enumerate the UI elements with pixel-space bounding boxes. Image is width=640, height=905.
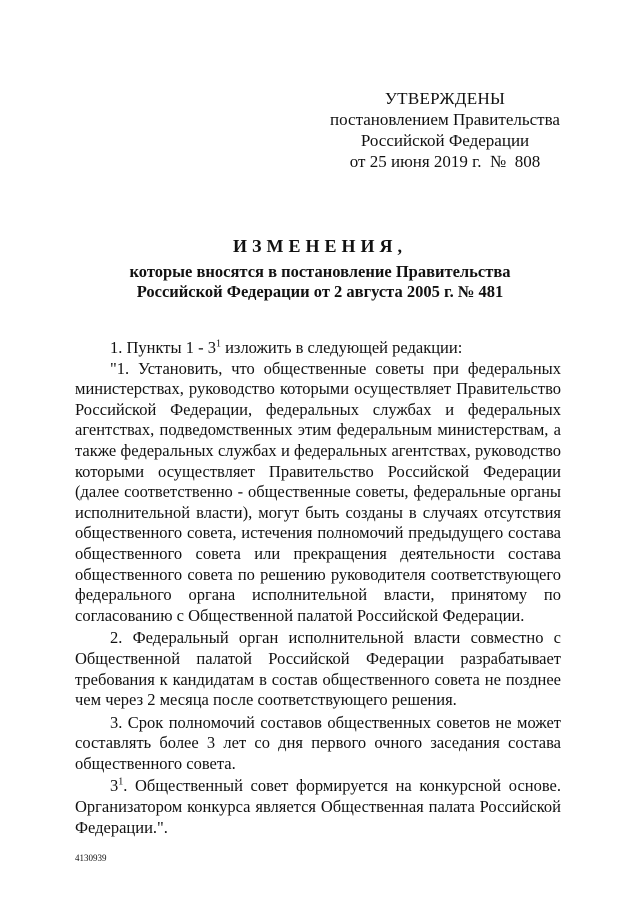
document-title: ИЗМЕНЕНИЯ, [232, 236, 407, 256]
approval-stamp [330, 88, 560, 172]
document-body [75, 338, 561, 838]
document-number: 4130939 [75, 853, 107, 863]
paragraph-point-3-1-start: 3 [110, 776, 119, 796]
subtitle-line-1: которые вносятся в постановление Правительства [129, 262, 511, 281]
paragraph-point-3-1 [75, 776, 561, 838]
paragraph-point-3-1-superscript: 1 [118, 776, 124, 788]
paragraph-1 [75, 338, 561, 359]
paragraph-point-3: 3. Срок полномочий составов общественных советов не может составлять более 3 лет со дня первого очного заседания состава общественного совета. [75, 712, 561, 773]
approval-line-government: Российской Федерации [360, 131, 530, 150]
approval-line-date: от 25 июня 2019 г. № 808 [349, 152, 541, 171]
document-subtitle [0, 262, 640, 302]
paragraph-point-2: 2. Федеральный орган исполнительной власти совместно с Общественной палатой Российской Федерации разрабатывает требования к кандидатам в состав общественного совета не позднее чем через 2 месяца после соответствующего решения. [75, 628, 561, 710]
subtitle-line-2: Российской Федерации от 2 августа 2005 г. № 481 [136, 282, 504, 301]
paragraph-point-3-1-end: . Общественный совет формируется на конкурсной основе. Организатором конкурса является Общественная палата Российской Федерации.". [75, 776, 561, 837]
paragraph-1-end: изложить в следующей редакции: [220, 338, 463, 357]
paragraph-point-1: "1. Установить, что общественные советы при федеральных министерствах, руководство которыми осуществляет Правительство Российской Федерации, федеральных службах и федеральных агентствах, подведомственных этим федеральным министерствам, а также федеральных службах и федеральных агентствах, руководство которыми осуществляет Правительство Российской Федерации (далее соответственно - общественные советы, федеральные органы исполнительной власти), могут быть созданы в случаях отсутствия общественного совета, истечения полномочий предыдущего состава общественного совета или прекращения деятельности состава общественного совета по решению руководителя соответствующего федерального органа исполнительной власти, принятому по согласованию с Общественной палатой Российской Федерации. [75, 358, 561, 625]
paragraph-1-superscript: 1 [215, 338, 221, 350]
paragraph-1-start: 1. Пункты 1 - 3 [110, 338, 216, 357]
approval-line-decree: постановлением Правительства [330, 110, 560, 129]
approval-title: УТВЕРЖДЕНЫ [384, 89, 506, 108]
